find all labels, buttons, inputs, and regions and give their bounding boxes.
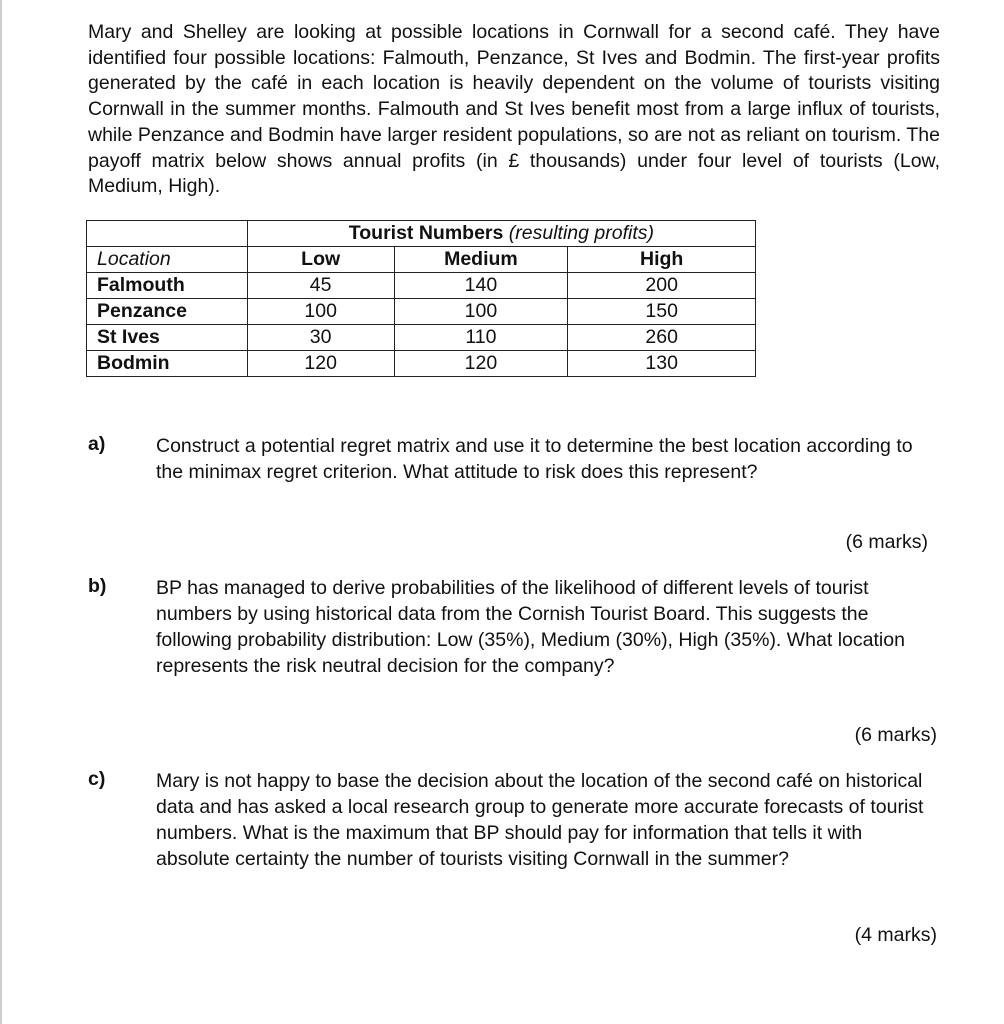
question-a-label: a) <box>88 433 106 455</box>
medium-header: Medium <box>394 247 568 273</box>
question-c-label: c) <box>88 768 106 790</box>
row-location: St Ives <box>87 325 248 351</box>
table-row <box>87 325 756 351</box>
row-value-low: 30 <box>247 325 394 351</box>
question-b-text: BP has managed to derive probabilities of the likelihood of different levels of tourist numbers by using historical data from the Cornish Tourist Board. This suggests the following probability distribution: Low (35%), Medium (30%), High (35%). What location represents the risk neutral decision for the company? <box>156 577 905 677</box>
table-group-header-row <box>87 221 756 247</box>
row-value-medium: 110 <box>394 325 568 351</box>
row-location: Penzance <box>87 299 248 325</box>
tourist-numbers-header <box>247 221 755 247</box>
high-header: High <box>568 247 756 273</box>
row-value-low: 45 <box>247 273 394 299</box>
table-empty-corner-cell <box>87 221 248 247</box>
row-value-high: 200 <box>568 273 756 299</box>
row-value-medium: 100 <box>394 299 568 325</box>
intro-paragraph: Mary and Shelley are looking at possible locations in Cornwall for a second café. They have identified four possible locations: Falmouth, Penzance, St Ives and Bodmin. The first-year profits generated by the café in each location is heavily dependent on the volume of tourists visiting Cornwall in the summer months. Falmouth and St Ives benefit most from a large influx of tourists, while Penzance and Bodmin have larger resident populations, so are not as reliant on tourism. The payoff matrix below shows annual profits (in £ thousands) under four level of tourists (Low, Medium, High). <box>88 21 940 198</box>
row-value-high: 150 <box>568 299 756 325</box>
payoff-matrix-table <box>86 220 756 377</box>
tourist-numbers-label: Tourist Numbers <box>348 222 504 244</box>
table-row <box>87 273 756 299</box>
row-value-medium: 140 <box>394 273 568 299</box>
location-header: Location <box>87 247 248 273</box>
question-a-marks: (6 marks) <box>845 531 928 553</box>
question-a-text: Construct a potential regret matrix and use it to determine the best location according to the minimax regret criterion. What attitude to risk does this represent? <box>156 435 913 483</box>
row-location: Bodmin <box>87 351 248 377</box>
page-left-edge <box>0 0 2 1024</box>
question-c-marks: (4 marks) <box>854 924 937 946</box>
row-value-medium: 120 <box>394 351 568 377</box>
row-location: Falmouth <box>87 273 248 299</box>
table-column-header-row <box>87 247 756 273</box>
question-c-text: Mary is not happy to base the decision about the location of the second café on historical data and has asked a local research group to generate more accurate forecasts of tourist numbers. What is the maximum that BP should pay for information that tells it with absolute certainty the number of tourists visiting Cornwall in the summer? <box>156 770 924 870</box>
question-b-marks: (6 marks) <box>854 724 937 746</box>
question-b-label: b) <box>88 575 107 597</box>
row-value-low: 100 <box>247 299 394 325</box>
table-row <box>87 351 756 377</box>
resulting-profits-label: (resulting profits) <box>508 222 654 244</box>
row-value-high: 130 <box>568 351 756 377</box>
low-header: Low <box>247 247 394 273</box>
table-row <box>87 299 756 325</box>
row-value-low: 120 <box>247 351 394 377</box>
row-value-high: 260 <box>568 325 756 351</box>
